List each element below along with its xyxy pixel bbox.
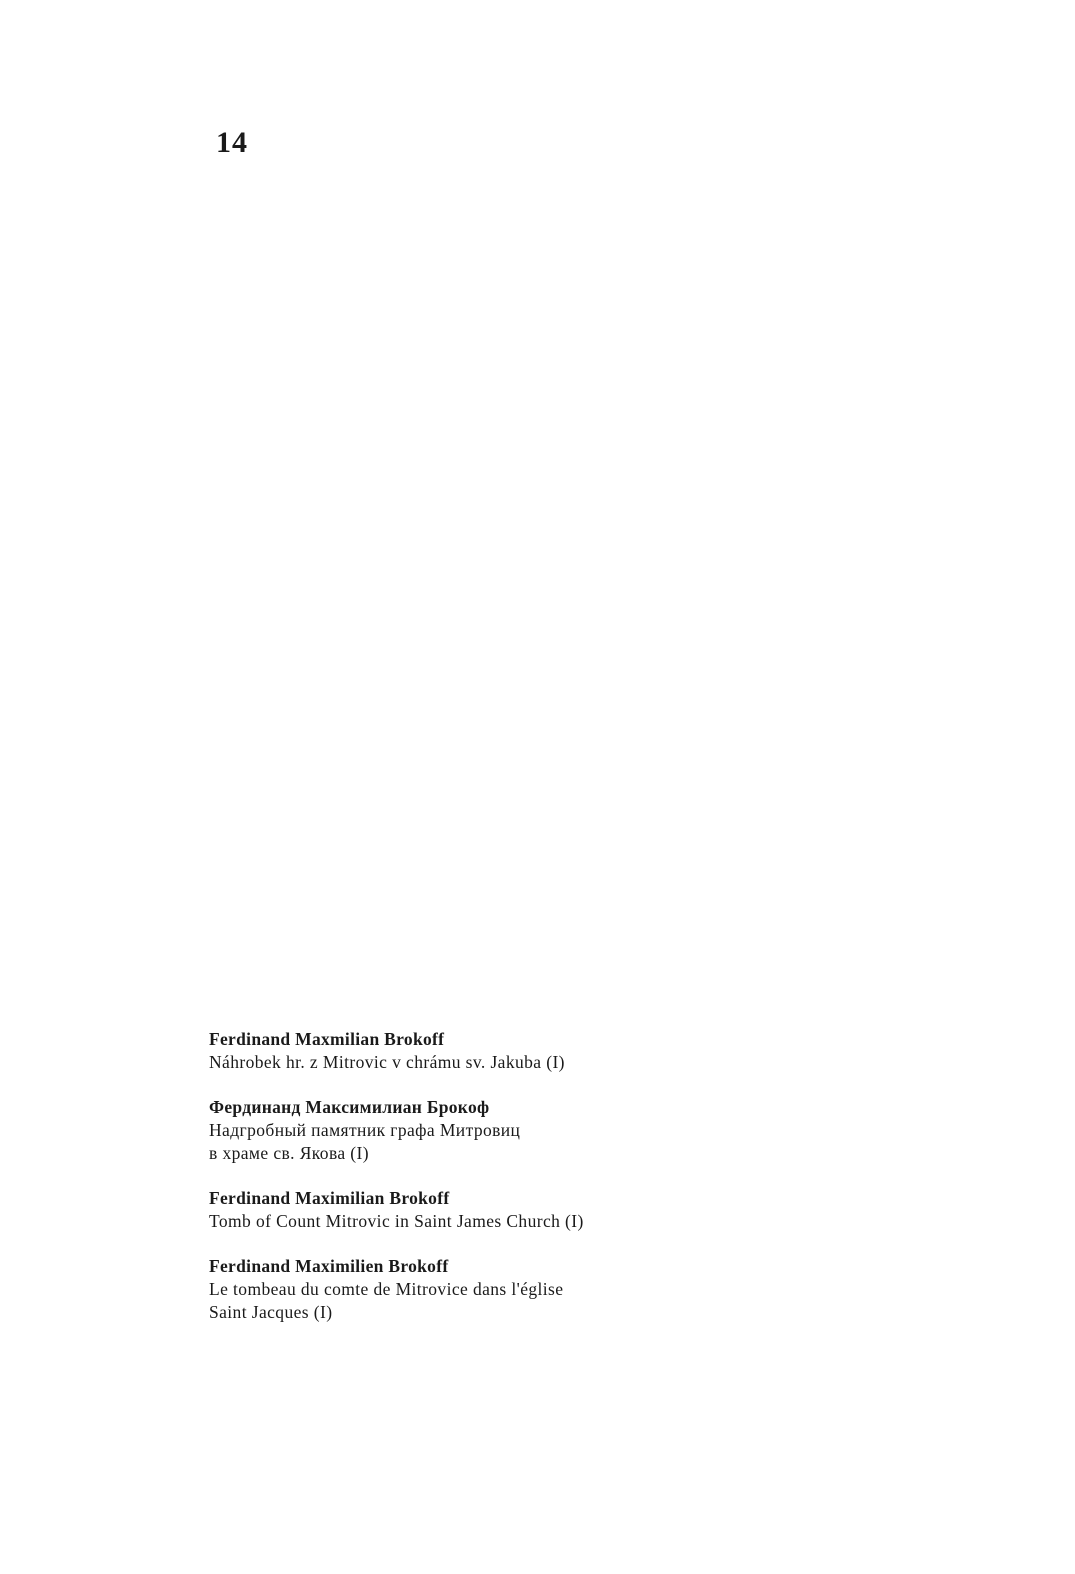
caption-text: Náhrobek hr. z Mitrovic v chrámu sv. Jakuba (I): [209, 1052, 565, 1072]
caption-russian: [209, 1096, 829, 1165]
caption-author: Фердинанд Максимилиан Брокоф: [209, 1097, 490, 1117]
caption-text: Tomb of Count Mitrovic in Saint James Church (I): [209, 1211, 584, 1231]
caption-text: Saint Jacques (I): [209, 1302, 333, 1322]
caption-english: [209, 1187, 829, 1233]
caption-french: [209, 1255, 829, 1324]
caption-text: в храме св. Якова (I): [209, 1143, 369, 1163]
caption-text: Le tombeau du comte de Mitrovice dans l'église: [209, 1279, 564, 1299]
caption-author: Ferdinand Maximilien Brokoff: [209, 1256, 449, 1276]
caption-author: Ferdinand Maximilian Brokoff: [209, 1188, 450, 1208]
caption-author: Ferdinand Maxmilian Brokoff: [209, 1029, 445, 1049]
caption-list: [209, 1028, 829, 1346]
caption-text: Надгробный памятник графа Митровиц: [209, 1120, 521, 1140]
page-number: 14: [216, 126, 248, 159]
caption-czech: [209, 1028, 829, 1074]
